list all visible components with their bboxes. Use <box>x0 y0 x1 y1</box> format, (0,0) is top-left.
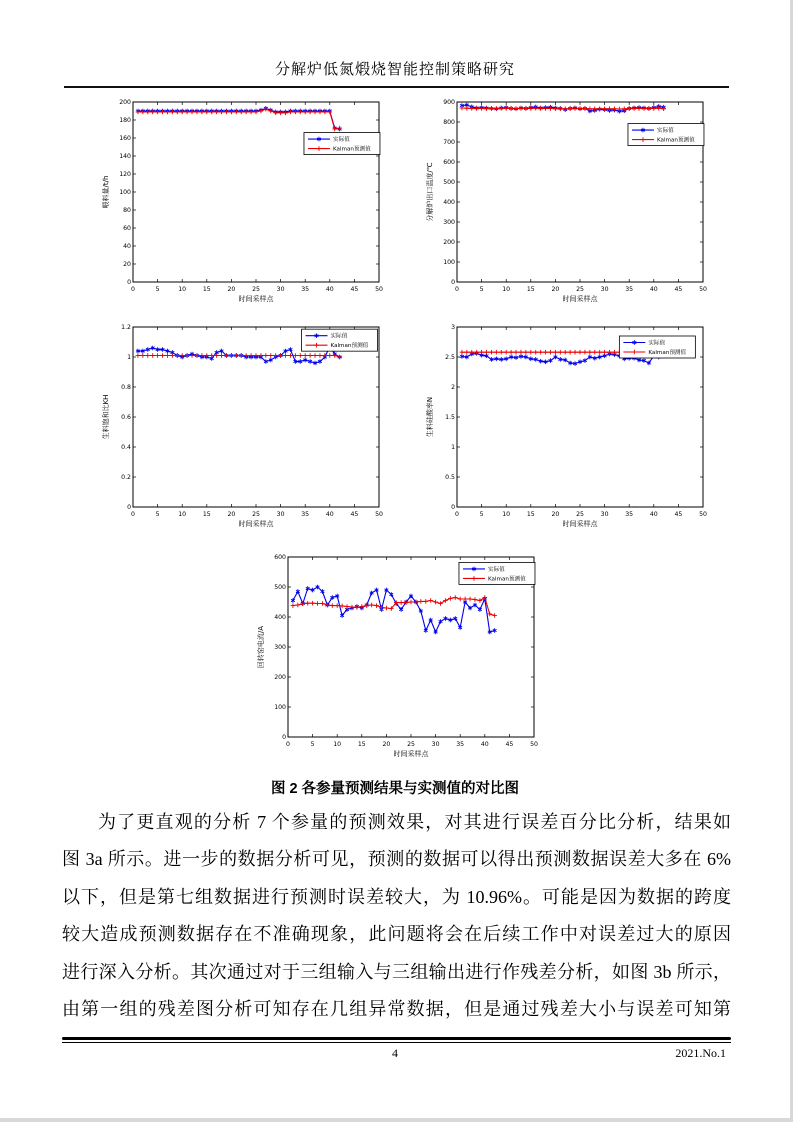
svg-text:35: 35 <box>625 511 634 518</box>
svg-text:30: 30 <box>276 511 285 518</box>
svg-text:0: 0 <box>127 279 131 287</box>
svg-text:80: 80 <box>123 207 131 215</box>
svg-text:25: 25 <box>407 741 415 748</box>
svg-text:0: 0 <box>131 511 135 518</box>
chart-outlet-temperature-plot <box>421 96 713 314</box>
svg-text:回转窑电流/A: 回转窑电流/A <box>257 625 265 669</box>
svg-text:0.8: 0.8 <box>121 384 131 392</box>
chart-kiln-current <box>252 551 544 769</box>
svg-text:35: 35 <box>301 286 310 293</box>
svg-text:800: 800 <box>443 119 455 127</box>
svg-text:50: 50 <box>375 286 383 293</box>
svg-text:0: 0 <box>451 279 455 287</box>
svg-text:15: 15 <box>202 511 211 518</box>
paragraph-line: 图 3a 所示。进一步的数据分析可见，预测的数据可以得出预测数据误差大多在 6% <box>62 849 731 870</box>
footer-rule-thick <box>62 1037 731 1040</box>
svg-text:60: 60 <box>123 225 131 233</box>
svg-text:生料饱和比KH: 生料饱和比KH <box>102 394 110 440</box>
svg-text:5: 5 <box>479 511 484 518</box>
svg-text:10: 10 <box>178 286 187 293</box>
svg-text:15: 15 <box>357 741 366 748</box>
svg-text:40: 40 <box>325 511 334 518</box>
paragraph-line: 进行深入分析。其次通过对于三组输入与三组输出进行作残差分析，如图 3b 所示， <box>62 961 731 982</box>
svg-text:10: 10 <box>333 741 342 748</box>
svg-text:50: 50 <box>699 511 707 518</box>
svg-text:时间采样点: 时间采样点 <box>562 295 598 303</box>
svg-text:500: 500 <box>274 584 286 592</box>
svg-text:700: 700 <box>443 139 455 147</box>
svg-text:25: 25 <box>576 286 584 293</box>
paragraph-line: 较大造成预测数据存在不准确现象，此问题将会在后续工作中对误差过大的原因 <box>62 924 731 945</box>
svg-text:20: 20 <box>227 511 236 518</box>
svg-text:300: 300 <box>443 219 455 227</box>
svg-text:10: 10 <box>502 511 511 518</box>
svg-text:10: 10 <box>178 511 187 518</box>
chart-outlet-temperature <box>421 96 713 314</box>
svg-text:1: 1 <box>127 354 131 362</box>
svg-text:20: 20 <box>123 261 131 269</box>
svg-text:时间采样点: 时间采样点 <box>562 520 598 528</box>
svg-text:40: 40 <box>649 511 658 518</box>
svg-text:45: 45 <box>350 511 359 518</box>
svg-text:180: 180 <box>119 117 131 125</box>
svg-text:实际值: 实际值 <box>332 137 350 144</box>
chart-kh-ratio-plot <box>97 321 389 539</box>
svg-text:实际值: 实际值 <box>330 333 348 340</box>
svg-text:25: 25 <box>576 511 584 518</box>
svg-text:0: 0 <box>455 511 459 518</box>
svg-text:35: 35 <box>301 511 310 518</box>
svg-text:25: 25 <box>252 286 260 293</box>
page-header-title: 分解炉低氮煅烧智能控制策略研究 <box>274 62 515 78</box>
svg-text:45: 45 <box>505 741 514 748</box>
svg-text:实际值: 实际值 <box>656 128 674 135</box>
svg-text:400: 400 <box>443 199 455 207</box>
figure-caption: 图 2 各参量预测结果与实测值的对比图 <box>270 781 520 797</box>
svg-text:15: 15 <box>526 511 535 518</box>
svg-text:35: 35 <box>456 741 465 748</box>
chart-feed-rate <box>97 96 389 314</box>
svg-text:Kalman预测值: Kalman预测值 <box>487 576 526 583</box>
svg-text:3: 3 <box>451 324 455 332</box>
svg-text:0.5: 0.5 <box>445 474 455 482</box>
svg-text:45: 45 <box>350 286 359 293</box>
paragraph-line: 由第一组的残差图分析可知存在几组异常数据，但是通过残差大小与误差可知第 <box>62 998 731 1019</box>
svg-text:900: 900 <box>443 99 455 107</box>
svg-text:100: 100 <box>443 259 455 267</box>
svg-text:0: 0 <box>131 286 135 293</box>
svg-text:0: 0 <box>127 504 131 512</box>
svg-text:0.6: 0.6 <box>121 414 131 422</box>
svg-text:1: 1 <box>451 444 455 452</box>
svg-text:300: 300 <box>274 644 286 652</box>
svg-text:40: 40 <box>649 286 658 293</box>
svg-text:50: 50 <box>375 511 383 518</box>
svg-text:25: 25 <box>252 511 260 518</box>
svg-text:Kalman预测值: Kalman预测值 <box>332 146 371 153</box>
svg-text:100: 100 <box>119 189 131 197</box>
svg-text:20: 20 <box>227 286 236 293</box>
svg-text:600: 600 <box>274 554 286 562</box>
svg-text:160: 160 <box>119 135 131 143</box>
svg-text:140: 140 <box>119 153 131 161</box>
svg-text:10: 10 <box>502 286 511 293</box>
svg-text:Kalman预测值: Kalman预测值 <box>330 343 369 350</box>
svg-text:45: 45 <box>674 286 683 293</box>
svg-text:1.2: 1.2 <box>121 324 131 332</box>
svg-text:500: 500 <box>443 179 455 187</box>
chart-feed-rate-plot <box>97 96 389 314</box>
svg-text:40: 40 <box>123 243 131 251</box>
body-paragraph <box>62 804 731 1028</box>
chart-silica-ratio <box>421 321 713 539</box>
svg-text:Kalman预测值: Kalman预测值 <box>656 137 695 144</box>
svg-text:120: 120 <box>119 171 131 179</box>
svg-text:喂料量/t/h: 喂料量/t/h <box>102 175 110 209</box>
svg-text:30: 30 <box>600 511 609 518</box>
svg-text:2.5: 2.5 <box>445 354 455 362</box>
svg-text:实际值: 实际值 <box>487 566 505 573</box>
svg-text:600: 600 <box>443 159 455 167</box>
svg-text:时间采样点: 时间采样点 <box>393 750 429 758</box>
svg-text:15: 15 <box>526 286 535 293</box>
svg-text:5: 5 <box>479 286 484 293</box>
header-rule <box>64 86 729 88</box>
footer-issue-label: 2021.No.1 <box>675 1046 726 1060</box>
footer-rule-thin <box>62 1042 731 1043</box>
svg-text:5: 5 <box>155 286 160 293</box>
paragraph-line: 为了更直观的分析 7 个参量的预测效果，对其进行误差百分比分析，结果如 <box>98 812 731 832</box>
svg-text:0.4: 0.4 <box>121 444 131 452</box>
svg-text:200: 200 <box>443 239 455 247</box>
footer-page-number: 4 <box>392 1046 398 1060</box>
svg-text:50: 50 <box>699 286 707 293</box>
chart-silica-ratio-plot <box>421 321 713 539</box>
svg-text:20: 20 <box>382 741 391 748</box>
svg-text:2: 2 <box>451 384 455 392</box>
svg-text:时间采样点: 时间采样点 <box>238 295 274 303</box>
svg-text:0: 0 <box>286 741 290 748</box>
paragraph-line: 以下，但是第七组数据进行预测时误差较大，为 10.96%。可能是因为数据的跨度 <box>62 886 731 907</box>
svg-text:100: 100 <box>274 704 286 712</box>
svg-text:5: 5 <box>310 741 315 748</box>
svg-text:400: 400 <box>274 614 286 622</box>
svg-text:生料硅酸率N: 生料硅酸率N <box>426 396 434 438</box>
svg-text:0.2: 0.2 <box>121 474 131 482</box>
svg-text:20: 20 <box>551 511 560 518</box>
svg-text:5: 5 <box>155 511 160 518</box>
svg-text:0: 0 <box>282 734 286 742</box>
svg-text:35: 35 <box>625 286 634 293</box>
svg-text:45: 45 <box>674 511 683 518</box>
svg-text:40: 40 <box>325 286 334 293</box>
svg-text:20: 20 <box>551 286 560 293</box>
svg-text:15: 15 <box>202 286 211 293</box>
svg-text:分解炉出口温度/℃: 分解炉出口温度/℃ <box>426 162 434 222</box>
svg-text:200: 200 <box>119 99 131 107</box>
svg-text:200: 200 <box>274 674 286 682</box>
svg-text:1.5: 1.5 <box>445 414 455 422</box>
svg-text:时间采样点: 时间采样点 <box>238 520 274 528</box>
chart-kiln-current-plot <box>252 551 544 769</box>
svg-text:50: 50 <box>530 741 538 748</box>
svg-text:40: 40 <box>480 741 489 748</box>
svg-text:0: 0 <box>451 504 455 512</box>
svg-text:30: 30 <box>276 286 285 293</box>
svg-text:Kalman预测值: Kalman预测值 <box>648 350 687 356</box>
svg-text:30: 30 <box>600 286 609 293</box>
svg-text:实际值: 实际值 <box>648 340 666 347</box>
svg-text:30: 30 <box>431 741 440 748</box>
svg-text:0: 0 <box>455 286 459 293</box>
chart-kh-ratio <box>97 321 389 539</box>
